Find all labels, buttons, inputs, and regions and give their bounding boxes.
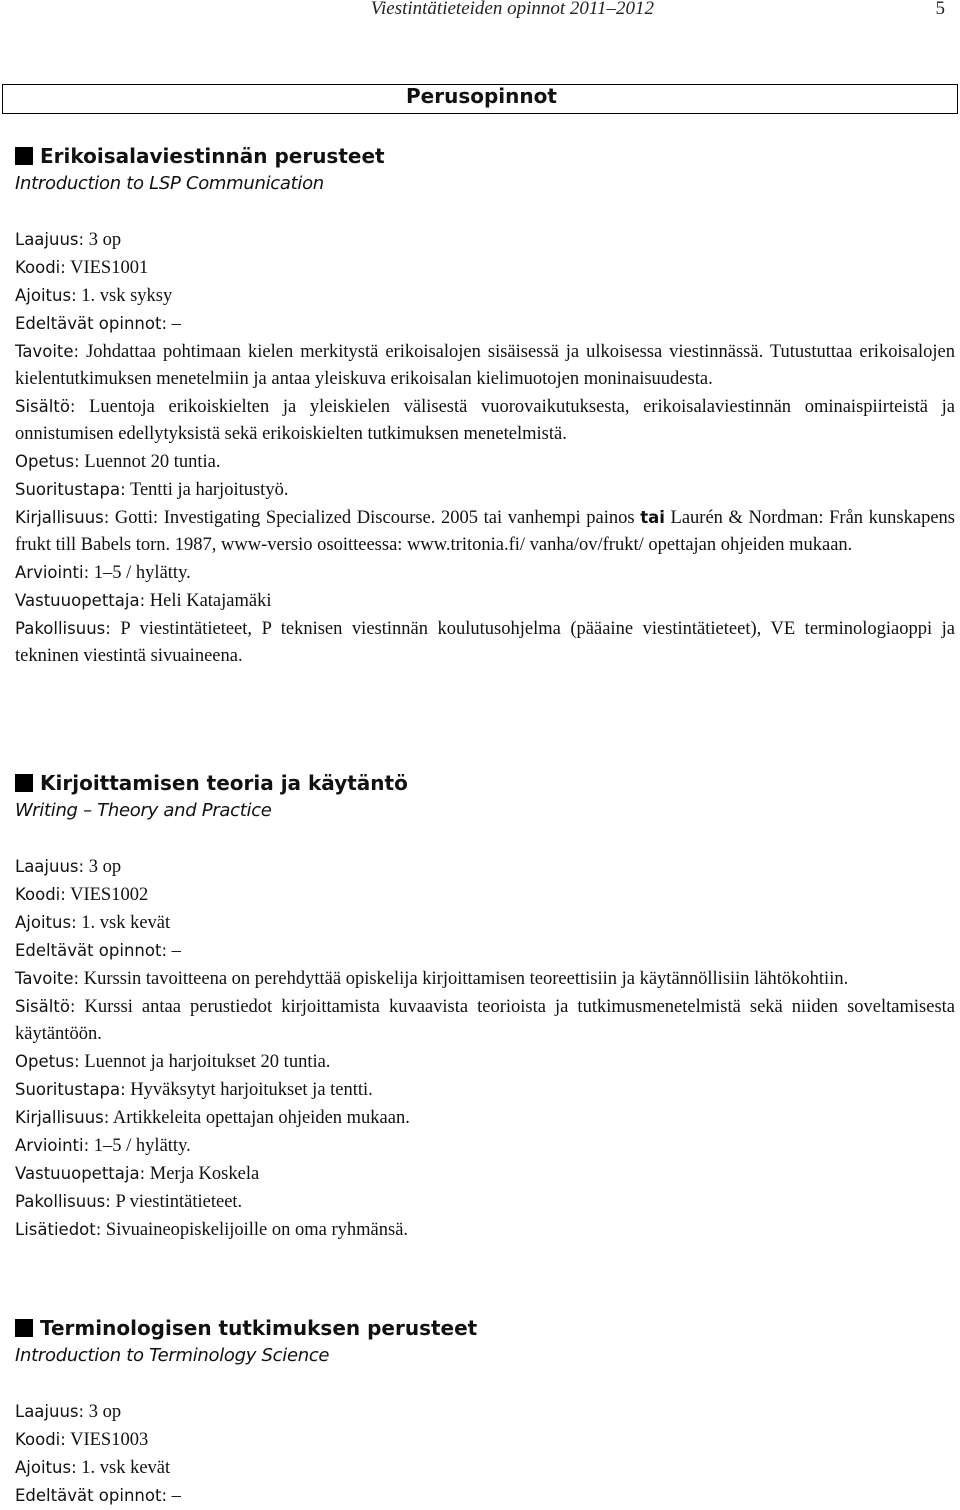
field-laajuus: Laajuus: 3 op (15, 230, 122, 250)
course-title-text: Erikoisalaviestinnän perusteet (40, 144, 385, 168)
running-title: Viestintätieteiden opinnot 2011–2012 (370, 0, 654, 19)
field-ajoitus: Ajoitus: 1. vsk kevät (15, 913, 171, 933)
course-subtitle: Introduction to LSP Communication (15, 173, 324, 194)
course-vies1001 (15, 142, 955, 670)
field-laajuus: Laajuus: 3 op (15, 857, 122, 877)
course-title (15, 1314, 955, 1342)
square-bullet-icon (15, 774, 33, 792)
field-arviointi: Arviointi: 1–5 / hylätty. (15, 1136, 191, 1156)
course-title-text: Terminologisen tutkimuksen perusteet (40, 1316, 478, 1340)
field-edeltavat: Edeltävät opinnot: – (15, 314, 181, 334)
field-kirjallisuus: Kirjallisuus: Artikkeleita opettajan ohjeiden mukaan. (15, 1108, 410, 1128)
square-bullet-icon (15, 147, 33, 165)
field-arviointi: Arviointi: 1–5 / hylätty. (15, 563, 191, 583)
field-sisalto: Sisältö: Luentoja erikoiskielten ja yleiskielen välisestä vuorovaikutuksesta, erikoisalaviestinnän ominaispiirteistä ja onnistumisen edellytyksistä sekä erikoiskielten tutkimuksen menetelmistä. (15, 397, 955, 444)
field-koodi: Koodi: VIES1002 (15, 885, 149, 905)
field-lisatiedot: Lisätiedot: Sivuaineopiskelijoille on oma ryhmänsä. (15, 1220, 409, 1240)
page-number: 5 (935, 0, 945, 19)
field-laajuus: Laajuus: 3 op (15, 1402, 122, 1422)
field-edeltavat: Edeltävät opinnot: – (15, 1486, 181, 1506)
field-vastuuopettaja: Vastuuopettaja: Merja Koskela (15, 1164, 260, 1184)
field-tavoite: Tavoite: Johdattaa pohtimaan kielen merkitystä erikoisalojen sisäisessä ja ulkoisessa viestinnässä. Tutustuttaa erikoisalojen kielentutkimuksen menetelmiin ja antaa yleiskuva erikoisalan kielimuotojen moninaisuudesta. (15, 342, 955, 389)
course-subtitle: Introduction to Terminology Science (15, 1345, 330, 1366)
section-heading: Perusopinnot (406, 84, 557, 108)
field-kirjallisuus: Kirjallisuus: Gotti: Investigating Specialized Discourse. 2005 tai vanhempi painos tai Laurén & Nordman: Från kunskapens frukt till Babels torn. 1987, www-versio osoitteessa: www.tritonia.fi/ vanha/ov/frukt/ opettajan ohjeiden mukaan. (15, 508, 955, 555)
field-sisalto: Sisältö: Kurssi antaa perustiedot kirjoittamista kuvaavista teorioista ja tutkimusmenetelmistä sekä niiden soveltamisesta käytäntöön. (15, 997, 955, 1044)
field-koodi: Koodi: VIES1003 (15, 1430, 149, 1450)
field-opetus: Opetus: Luennot 20 tuntia. (15, 452, 221, 472)
field-koodi: Koodi: VIES1001 (15, 258, 149, 278)
course-vies1002 (15, 769, 955, 1244)
field-suoritustapa: Suoritustapa: Tentti ja harjoitustyö. (15, 480, 289, 500)
field-vastuuopettaja: Vastuuopettaja: Heli Katajamäki (15, 591, 272, 611)
course-title (15, 769, 955, 797)
running-header (0, 0, 960, 22)
square-bullet-icon (15, 1319, 33, 1337)
field-pakollisuus: Pakollisuus: P viestintätieteet. (15, 1192, 243, 1212)
course-title-text: Kirjoittamisen teoria ja käytäntö (40, 771, 408, 795)
field-opetus: Opetus: Luennot ja harjoitukset 20 tuntia. (15, 1052, 331, 1072)
course-vies1003 (15, 1314, 955, 1510)
section-heading-bar (2, 84, 958, 114)
field-suoritustapa: Suoritustapa: Hyväksytyt harjoitukset ja tentti. (15, 1080, 373, 1100)
field-ajoitus: Ajoitus: 1. vsk syksy (15, 286, 173, 306)
field-tavoite: Tavoite: Kurssin tavoitteena on perehdyttää opiskelija kirjoittamisen teoreettisiin ja käytännöllisiin lähtökohtiin. (15, 969, 849, 989)
field-pakollisuus: Pakollisuus: P viestintätieteet, P teknisen viestinnän koulutusohjelma (pääaine viestintätieteet), VE terminologiaoppi ja tekninen viestintä sivuaineena. (15, 619, 955, 666)
course-title (15, 142, 955, 170)
field-edeltavat: Edeltävät opinnot: – (15, 941, 181, 961)
field-ajoitus: Ajoitus: 1. vsk kevät (15, 1458, 171, 1478)
course-subtitle: Writing – Theory and Practice (15, 800, 272, 821)
